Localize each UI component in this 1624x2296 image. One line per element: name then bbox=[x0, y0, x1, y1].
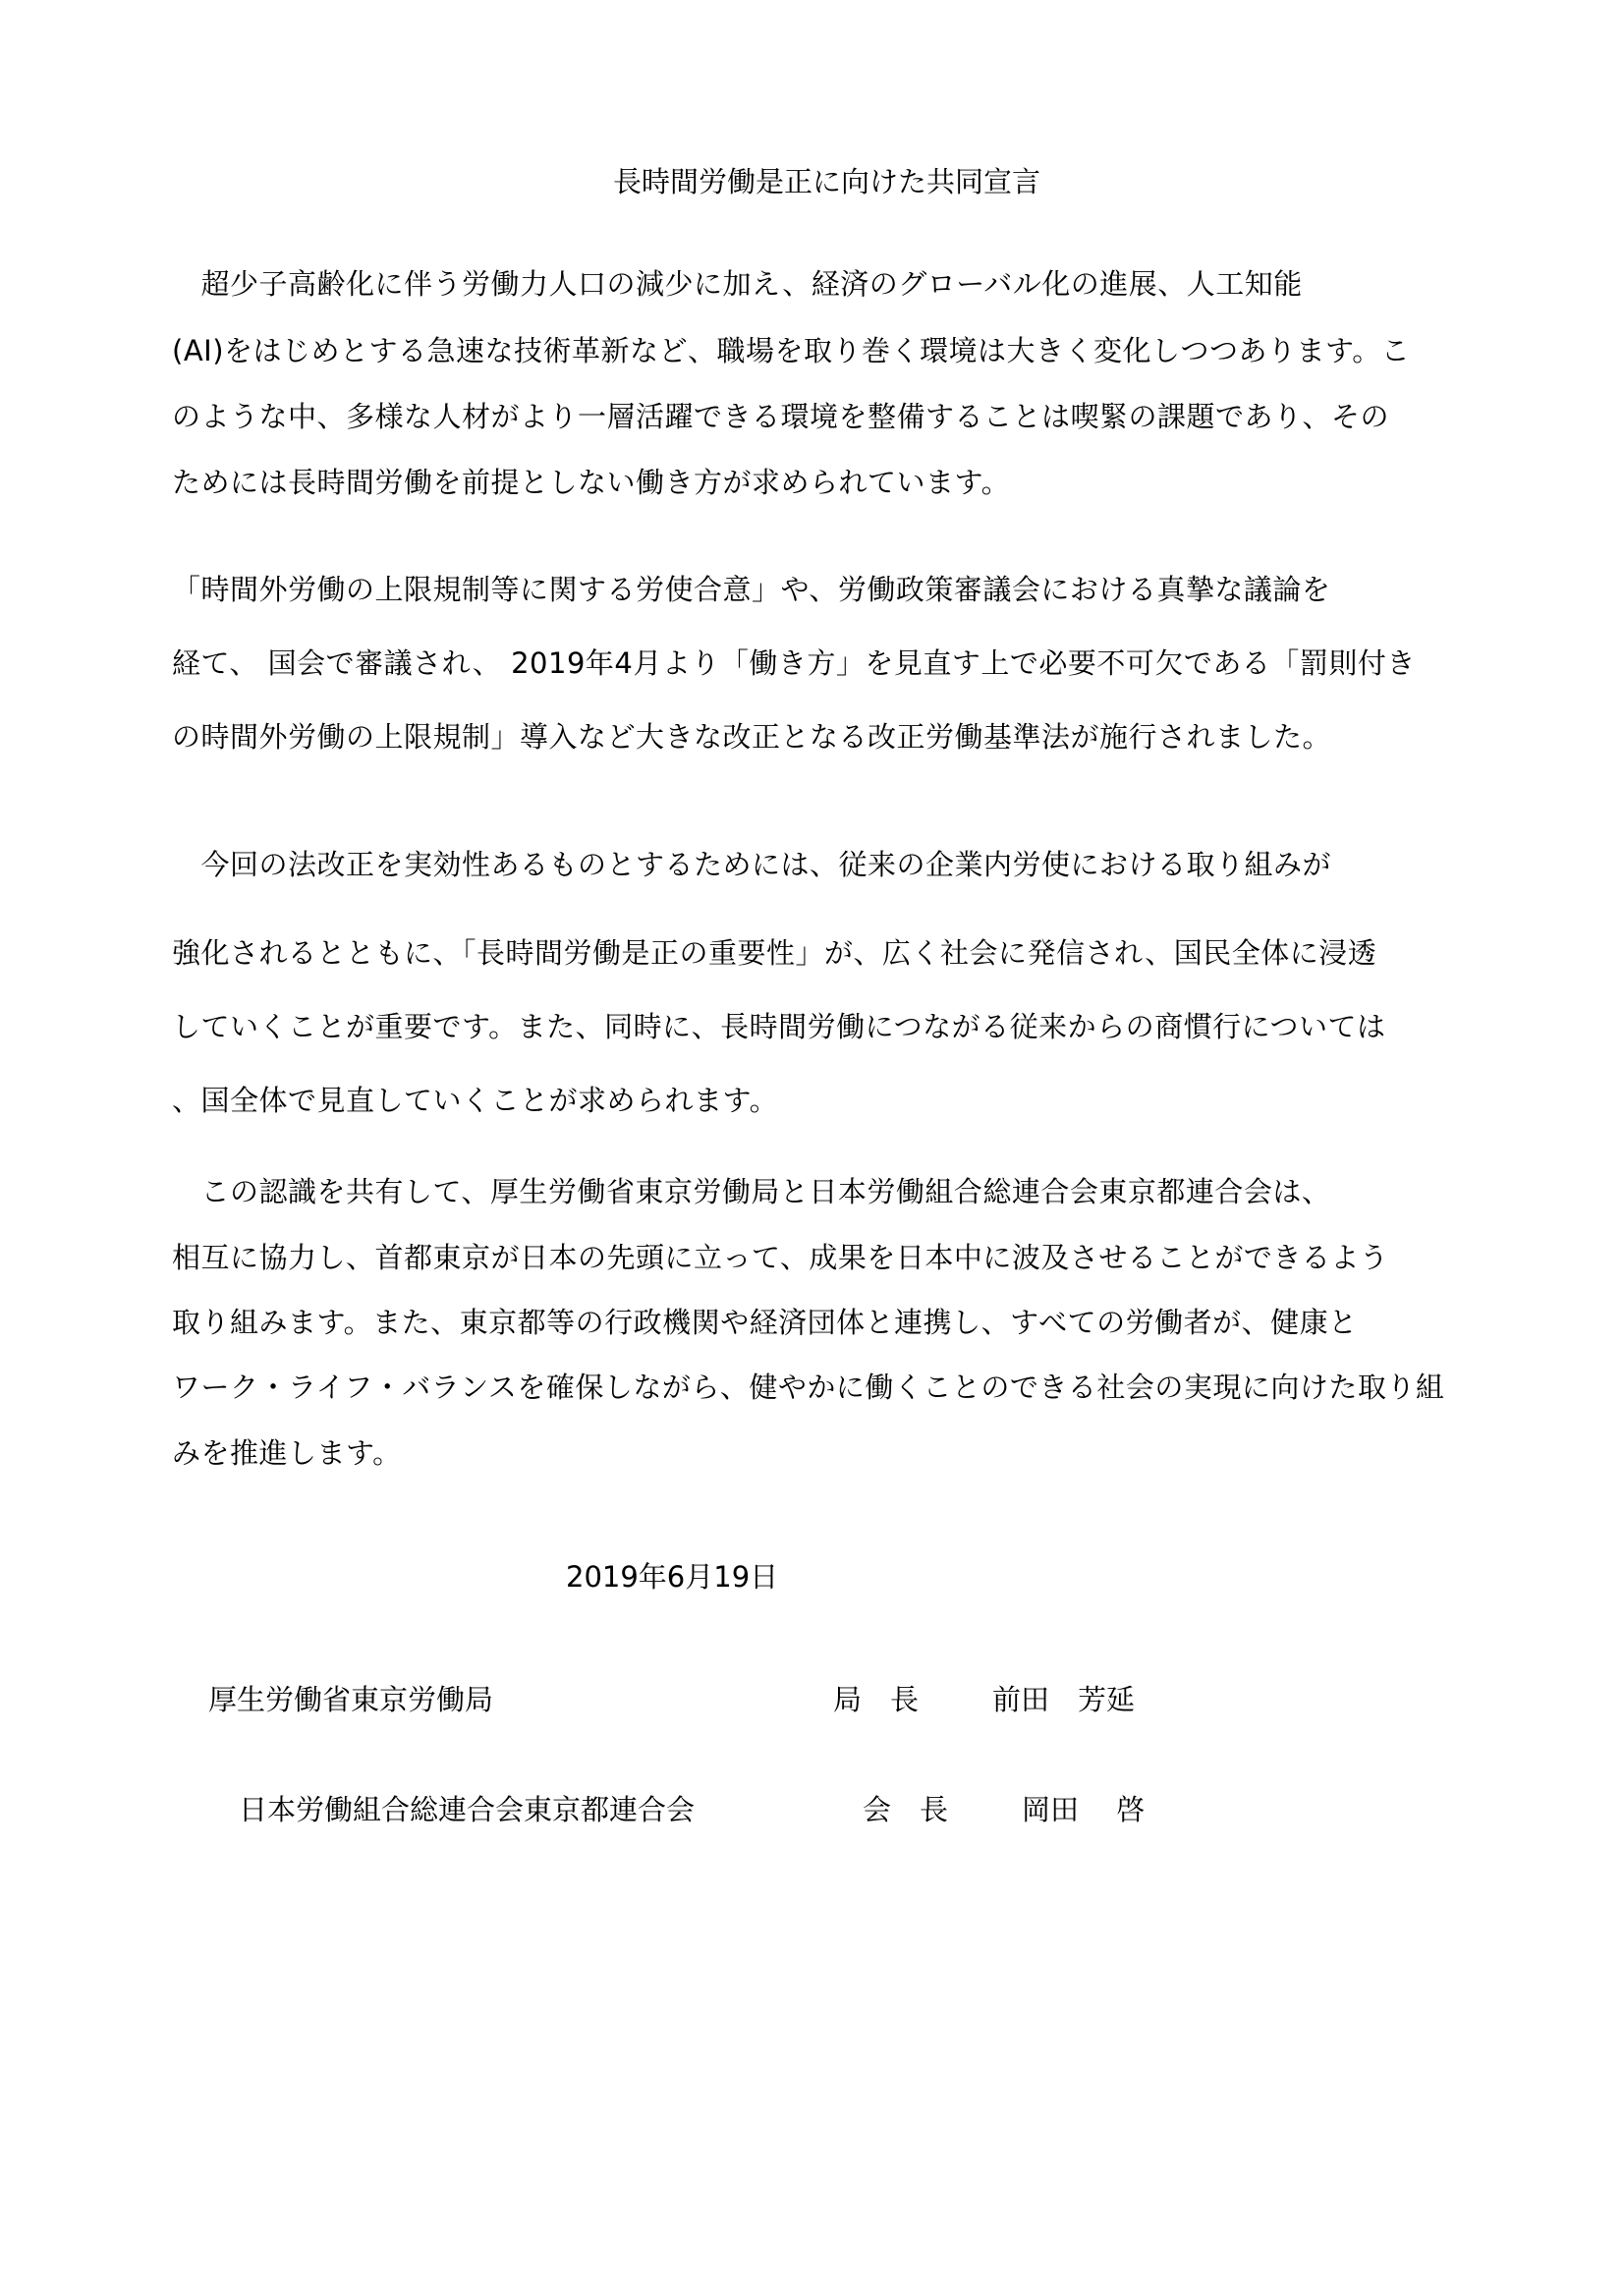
paragraph-4-line-1: この認識を共有して、厚生労働省東京労働局と日本労働組合総連合会東京都連合会は、 bbox=[172, 1175, 1331, 1208]
document-title: 長時間労働是正に向けた共同宣言 bbox=[612, 165, 1040, 198]
paragraph-3-line-4: 、国全体で見直していくことが求められます。 bbox=[172, 1084, 779, 1117]
paragraph-1-line-1: 超少子高齢化に伴う労働力人口の減少に加え、経済のグローバル化の進展、人工知能 bbox=[172, 267, 1303, 301]
paragraph-3-line-3: していくことが重要です。また、同時に、長時間労働につながる従来からの商慣行については bbox=[172, 1010, 1386, 1043]
paragraph-4-line-3: 取り組みます。また、東京都等の行政機関や経済団体と連携し、すべての労働者が、健康と bbox=[172, 1306, 1358, 1339]
paragraph-2-line-3: の時間外労働の上限規制」導入など大きな改正となる改正労働基準法が施行されました。 bbox=[172, 720, 1332, 754]
paragraph-4-line-2: 相互に協力し、首都東京が日本の先頭に立って、成果を日本中に波及させることができるよう bbox=[172, 1241, 1389, 1274]
paragraph-4-line-5: みを推進します。 bbox=[172, 1436, 402, 1470]
paragraph-1-line-3: のような中、多様な人材がより一層活躍できる環境を整備することは喫緊の課題であり、その bbox=[172, 400, 1390, 433]
paragraph-1-line-4: ためには長時間労働を前提としない働き方が求められています。 bbox=[172, 466, 1011, 499]
signatory-1-organization: 厚生労働省東京労働局 bbox=[208, 1683, 494, 1716]
signatory-2-organization: 日本労働組合総連合会東京都連合会 bbox=[239, 1793, 696, 1826]
paragraph-3-line-1: 今回の法改正を実効性あるものとするためには、従来の企業内労使における取り組みが bbox=[172, 848, 1332, 881]
signatory-2-name: 岡田 啓 bbox=[1022, 1793, 1146, 1826]
paragraph-1-line-2: (AI)をはじめとする急速な技術革新など、職場を取り巻く環境は大きく変化しつつあります。こ bbox=[172, 334, 1411, 367]
signatory-2-position: 会 長 bbox=[863, 1793, 949, 1826]
signatory-1-position: 局 長 bbox=[833, 1683, 920, 1716]
paragraph-2-line-1: 「時間外労働の上限規制等に関する労使合意」や、労働政策審議会における真摯な議論を bbox=[172, 573, 1331, 606]
paragraph-4-line-4: ワーク・ライフ・バランスを確保しながら、健やかに働くことのできる社会の実現に向けた取り組 bbox=[172, 1371, 1445, 1404]
paragraph-2-line-2: 経て、 国会で審議され、 2019年4月より「働き方」を見直す上で必要不可欠である「罰則付き bbox=[172, 646, 1416, 680]
declaration-date: 2019年6月19日 bbox=[566, 1560, 779, 1594]
signatory-1-name: 前田 芳延 bbox=[992, 1683, 1136, 1716]
paragraph-3-line-2: 強化されるとともに、「長時間労働是正の重要性」が、広く社会に発信され、国民全体に浸透 bbox=[172, 936, 1377, 970]
